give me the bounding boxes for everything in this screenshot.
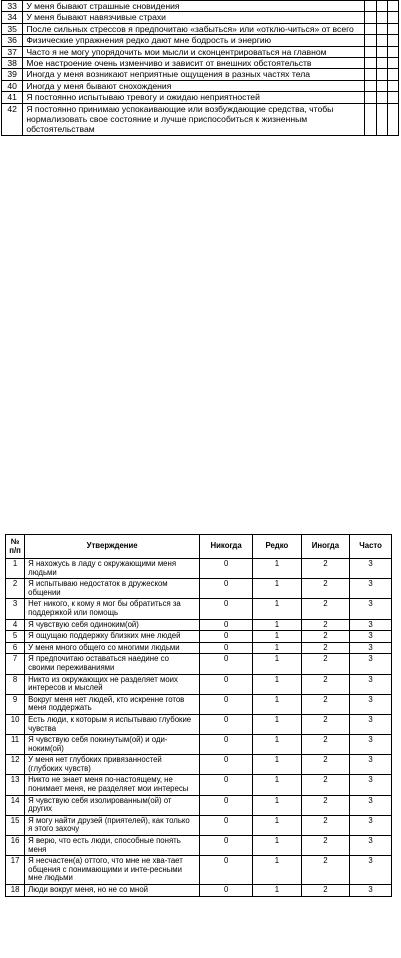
- header-row: [6, 535, 392, 559]
- row-number: 16: [6, 836, 25, 856]
- row-statement: Я могу найти друзей (приятелей), как только я этого захочу: [25, 815, 200, 835]
- score-option[interactable]: 2: [301, 755, 350, 775]
- row-statement: Я ощущаю поддержку близких мне людей: [25, 631, 200, 643]
- score-option[interactable]: 0: [200, 755, 253, 775]
- table-row: [2, 23, 399, 34]
- score-option[interactable]: 1: [253, 619, 302, 631]
- table-row: [2, 92, 399, 103]
- score-option[interactable]: 1: [253, 642, 302, 654]
- table-row: [6, 674, 392, 694]
- score-option[interactable]: 2: [301, 815, 350, 835]
- score-option[interactable]: 0: [200, 795, 253, 815]
- row-statement: Часто я не могу упорядочить мои мысли и сконцентрироваться на главном: [23, 46, 365, 57]
- score-option[interactable]: 3: [350, 654, 392, 674]
- score-option[interactable]: 1: [253, 579, 302, 599]
- row-statement: Иногда у меня бывают снохождения: [23, 80, 365, 91]
- table-row: [6, 559, 392, 579]
- answer-cell[interactable]: [365, 1, 376, 12]
- answer-cell[interactable]: [365, 80, 376, 91]
- answer-cell[interactable]: [376, 103, 387, 135]
- answer-cell[interactable]: [365, 103, 376, 135]
- header-often: Часто: [350, 535, 392, 559]
- score-option[interactable]: 2: [301, 836, 350, 856]
- table-row: [6, 735, 392, 755]
- answer-cell[interactable]: [387, 23, 398, 34]
- row-number: 10: [6, 714, 25, 734]
- table-row: [6, 619, 392, 631]
- answer-cell[interactable]: [365, 12, 376, 23]
- questionnaire-table-top: [1, 0, 399, 136]
- score-option[interactable]: 0: [200, 579, 253, 599]
- score-option[interactable]: 0: [200, 559, 253, 579]
- answer-cell[interactable]: [387, 1, 398, 12]
- row-number: 2: [6, 579, 25, 599]
- score-option[interactable]: 2: [301, 642, 350, 654]
- score-option[interactable]: 0: [200, 619, 253, 631]
- answer-cell[interactable]: [365, 92, 376, 103]
- score-option[interactable]: 0: [200, 631, 253, 643]
- row-number: 33: [2, 1, 23, 12]
- score-option[interactable]: 0: [200, 815, 253, 835]
- table-row: [6, 694, 392, 714]
- row-number: 38: [2, 58, 23, 69]
- row-number: 36: [2, 35, 23, 46]
- score-option[interactable]: 0: [200, 836, 253, 856]
- answer-cell[interactable]: [376, 12, 387, 23]
- score-option[interactable]: 0: [200, 654, 253, 674]
- row-number: 41: [2, 92, 23, 103]
- row-statement: У меня много общего со многими людьми: [25, 642, 200, 654]
- row-statement: У меня нет глубоких привязанностей (глубоких чувств): [25, 755, 200, 775]
- score-option[interactable]: 0: [200, 885, 253, 897]
- table-row: [2, 46, 399, 57]
- loneliness-scale-table: [5, 534, 392, 897]
- row-statement: Я постоянно принимаю успокаивающие или возбуждающие средства, чтобы нормализовать свое состояние и лучше приспособиться к жизненным обстоятельствам: [23, 103, 365, 135]
- score-option[interactable]: 1: [253, 815, 302, 835]
- score-option[interactable]: 3: [350, 599, 392, 619]
- score-option[interactable]: 2: [301, 674, 350, 694]
- score-option[interactable]: 1: [253, 795, 302, 815]
- header-num: № п/п: [6, 535, 25, 559]
- score-option[interactable]: 0: [200, 674, 253, 694]
- score-option[interactable]: 2: [301, 619, 350, 631]
- score-option[interactable]: 0: [200, 642, 253, 654]
- score-option[interactable]: 3: [350, 856, 392, 885]
- score-option[interactable]: 3: [350, 755, 392, 775]
- row-statement: Я испытываю недостаток в дружеском общении: [25, 579, 200, 599]
- row-statement: Нет никого, к кому я мог бы обратиться за поддержкой или помощь: [25, 599, 200, 619]
- table-row: [2, 12, 399, 23]
- header-sometimes: Иногда: [301, 535, 350, 559]
- row-statement: Иногда у меня возникают неприятные ощущения в разных частях тела: [23, 69, 365, 80]
- answer-cell[interactable]: [387, 12, 398, 23]
- row-number: 34: [2, 12, 23, 23]
- score-option[interactable]: 0: [200, 714, 253, 734]
- score-option[interactable]: 2: [301, 631, 350, 643]
- table-row: [6, 642, 392, 654]
- score-option[interactable]: 1: [253, 599, 302, 619]
- answer-cell[interactable]: [365, 58, 376, 69]
- score-option[interactable]: 2: [301, 775, 350, 795]
- score-option[interactable]: 2: [301, 559, 350, 579]
- table-row: [2, 1, 399, 12]
- table-row: [6, 755, 392, 775]
- score-option[interactable]: 2: [301, 735, 350, 755]
- score-option[interactable]: 1: [253, 694, 302, 714]
- row-number: 4: [6, 619, 25, 631]
- row-statement: Есть люди, к которым я испытываю глубокие чувства: [25, 714, 200, 734]
- table-row: [6, 775, 392, 795]
- table-row: [6, 856, 392, 885]
- row-number: 8: [6, 674, 25, 694]
- score-option[interactable]: 2: [301, 579, 350, 599]
- row-statement: У меня бывают страшные сновидения: [23, 1, 365, 12]
- row-number: 14: [6, 795, 25, 815]
- score-option[interactable]: 0: [200, 735, 253, 755]
- answer-cell[interactable]: [387, 103, 398, 135]
- answer-cell[interactable]: [365, 35, 376, 46]
- row-number: 1: [6, 559, 25, 579]
- score-option[interactable]: 3: [350, 619, 392, 631]
- table-row: [2, 35, 399, 46]
- row-number: 18: [6, 885, 25, 897]
- score-option[interactable]: 3: [350, 579, 392, 599]
- answer-cell[interactable]: [365, 46, 376, 57]
- row-statement: Никто не знает меня по-настоящему, не понимает меня, не разделяет мои интересы: [25, 775, 200, 795]
- row-number: 35: [2, 23, 23, 34]
- score-option[interactable]: 3: [350, 885, 392, 897]
- table-row: [6, 631, 392, 643]
- answer-cell[interactable]: [387, 92, 398, 103]
- score-option[interactable]: 3: [350, 795, 392, 815]
- score-option[interactable]: 0: [200, 775, 253, 795]
- score-option[interactable]: 3: [350, 642, 392, 654]
- table-row: [6, 836, 392, 856]
- table-row: [6, 714, 392, 734]
- score-option[interactable]: 1: [253, 714, 302, 734]
- row-number: 11: [6, 735, 25, 755]
- score-option[interactable]: 1: [253, 654, 302, 674]
- score-option[interactable]: 1: [253, 885, 302, 897]
- score-option[interactable]: 1: [253, 856, 302, 885]
- score-option[interactable]: 3: [350, 775, 392, 795]
- score-option[interactable]: 2: [301, 654, 350, 674]
- row-statement: У меня бывают навязчивые страхи: [23, 12, 365, 23]
- score-option[interactable]: 3: [350, 631, 392, 643]
- score-option[interactable]: 1: [253, 775, 302, 795]
- row-number: 42: [2, 103, 23, 135]
- row-number: 3: [6, 599, 25, 619]
- row-number: 6: [6, 642, 25, 654]
- row-number: 5: [6, 631, 25, 643]
- answer-cell[interactable]: [376, 1, 387, 12]
- row-number: 37: [2, 46, 23, 57]
- row-statement: Я чувствую себя покинутым(ой) и оди-ноким(ой): [25, 735, 200, 755]
- answer-cell[interactable]: [387, 35, 398, 46]
- score-option[interactable]: 3: [350, 559, 392, 579]
- score-option[interactable]: 1: [253, 631, 302, 643]
- answer-cell[interactable]: [376, 69, 387, 80]
- answer-cell[interactable]: [376, 58, 387, 69]
- table-row: [2, 58, 399, 69]
- row-statement: Вокруг меня нет людей, кто искренне готов меня поддержать: [25, 694, 200, 714]
- score-option[interactable]: 0: [200, 856, 253, 885]
- table-row: [6, 795, 392, 815]
- answer-cell[interactable]: [387, 46, 398, 57]
- row-number: 17: [6, 856, 25, 885]
- header-never: Никогда: [200, 535, 253, 559]
- score-option[interactable]: 1: [253, 836, 302, 856]
- score-option[interactable]: 3: [350, 694, 392, 714]
- answer-cell[interactable]: [365, 69, 376, 80]
- score-option[interactable]: 2: [301, 885, 350, 897]
- answer-cell[interactable]: [387, 58, 398, 69]
- table-row: [2, 69, 399, 80]
- row-number: 39: [2, 69, 23, 80]
- row-statement: Я верю, что есть люди, способные понять меня: [25, 836, 200, 856]
- table-row: [6, 654, 392, 674]
- score-option[interactable]: 2: [301, 795, 350, 815]
- table-row: [2, 103, 399, 135]
- score-option[interactable]: 3: [350, 836, 392, 856]
- row-statement: Я постоянно испытываю тревогу и ожидаю неприятностей: [23, 92, 365, 103]
- row-number: 7: [6, 654, 25, 674]
- row-number: 12: [6, 755, 25, 775]
- answer-cell[interactable]: [376, 23, 387, 34]
- table-row: [6, 599, 392, 619]
- answer-cell[interactable]: [376, 80, 387, 91]
- answer-cell[interactable]: [376, 92, 387, 103]
- score-option[interactable]: 1: [253, 735, 302, 755]
- row-statement: Я чувствую себя одиноким(ой): [25, 619, 200, 631]
- score-option[interactable]: 0: [200, 599, 253, 619]
- row-statement: Мое настроение очень изменчиво и зависит от внешних обстоятельств: [23, 58, 365, 69]
- table-row: [6, 579, 392, 599]
- score-option[interactable]: 2: [301, 694, 350, 714]
- row-number: 15: [6, 815, 25, 835]
- score-option[interactable]: 2: [301, 599, 350, 619]
- row-number: 9: [6, 694, 25, 714]
- row-statement: Я чувствую себя изолированным(ой) от других: [25, 795, 200, 815]
- row-number: 13: [6, 775, 25, 795]
- score-option[interactable]: 3: [350, 714, 392, 734]
- header-statement: Утверждение: [25, 535, 200, 559]
- score-option[interactable]: 2: [301, 714, 350, 734]
- row-statement: Физические упражнения редко дают мне бодрость и энергию: [23, 35, 365, 46]
- table-row: [6, 885, 392, 897]
- answer-cell[interactable]: [365, 23, 376, 34]
- score-option[interactable]: 0: [200, 694, 253, 714]
- score-option[interactable]: 1: [253, 755, 302, 775]
- row-statement: Никто из окружающих не разделяет моих интересов и мыслей: [25, 674, 200, 694]
- header-rarely: Редко: [253, 535, 302, 559]
- table-row: [2, 80, 399, 91]
- score-option[interactable]: 1: [253, 559, 302, 579]
- row-statement: После сильных стрессов я предпочитаю «забыться» или «отклю-читься» от всего: [23, 23, 365, 34]
- score-option[interactable]: 3: [350, 674, 392, 694]
- row-statement: Люди вокруг меня, но не со мной: [25, 885, 200, 897]
- row-statement: Я предпочитаю оставаться наедине со своими переживаниями: [25, 654, 200, 674]
- answer-cell[interactable]: [376, 35, 387, 46]
- answer-cell[interactable]: [376, 46, 387, 57]
- row-statement: Я нахожусь в ладу с окружающими меня людьми: [25, 559, 200, 579]
- score-option[interactable]: 3: [350, 815, 392, 835]
- score-option[interactable]: 3: [350, 735, 392, 755]
- row-number: 40: [2, 80, 23, 91]
- answer-cell[interactable]: [387, 69, 398, 80]
- answer-cell[interactable]: [387, 80, 398, 91]
- score-option[interactable]: 2: [301, 856, 350, 885]
- score-option[interactable]: 1: [253, 674, 302, 694]
- table-row: [6, 815, 392, 835]
- row-statement: Я несчастен(а) оттого, что мне не хва-тает общения с понимающими и инте-ресными мне людьми: [25, 856, 200, 885]
